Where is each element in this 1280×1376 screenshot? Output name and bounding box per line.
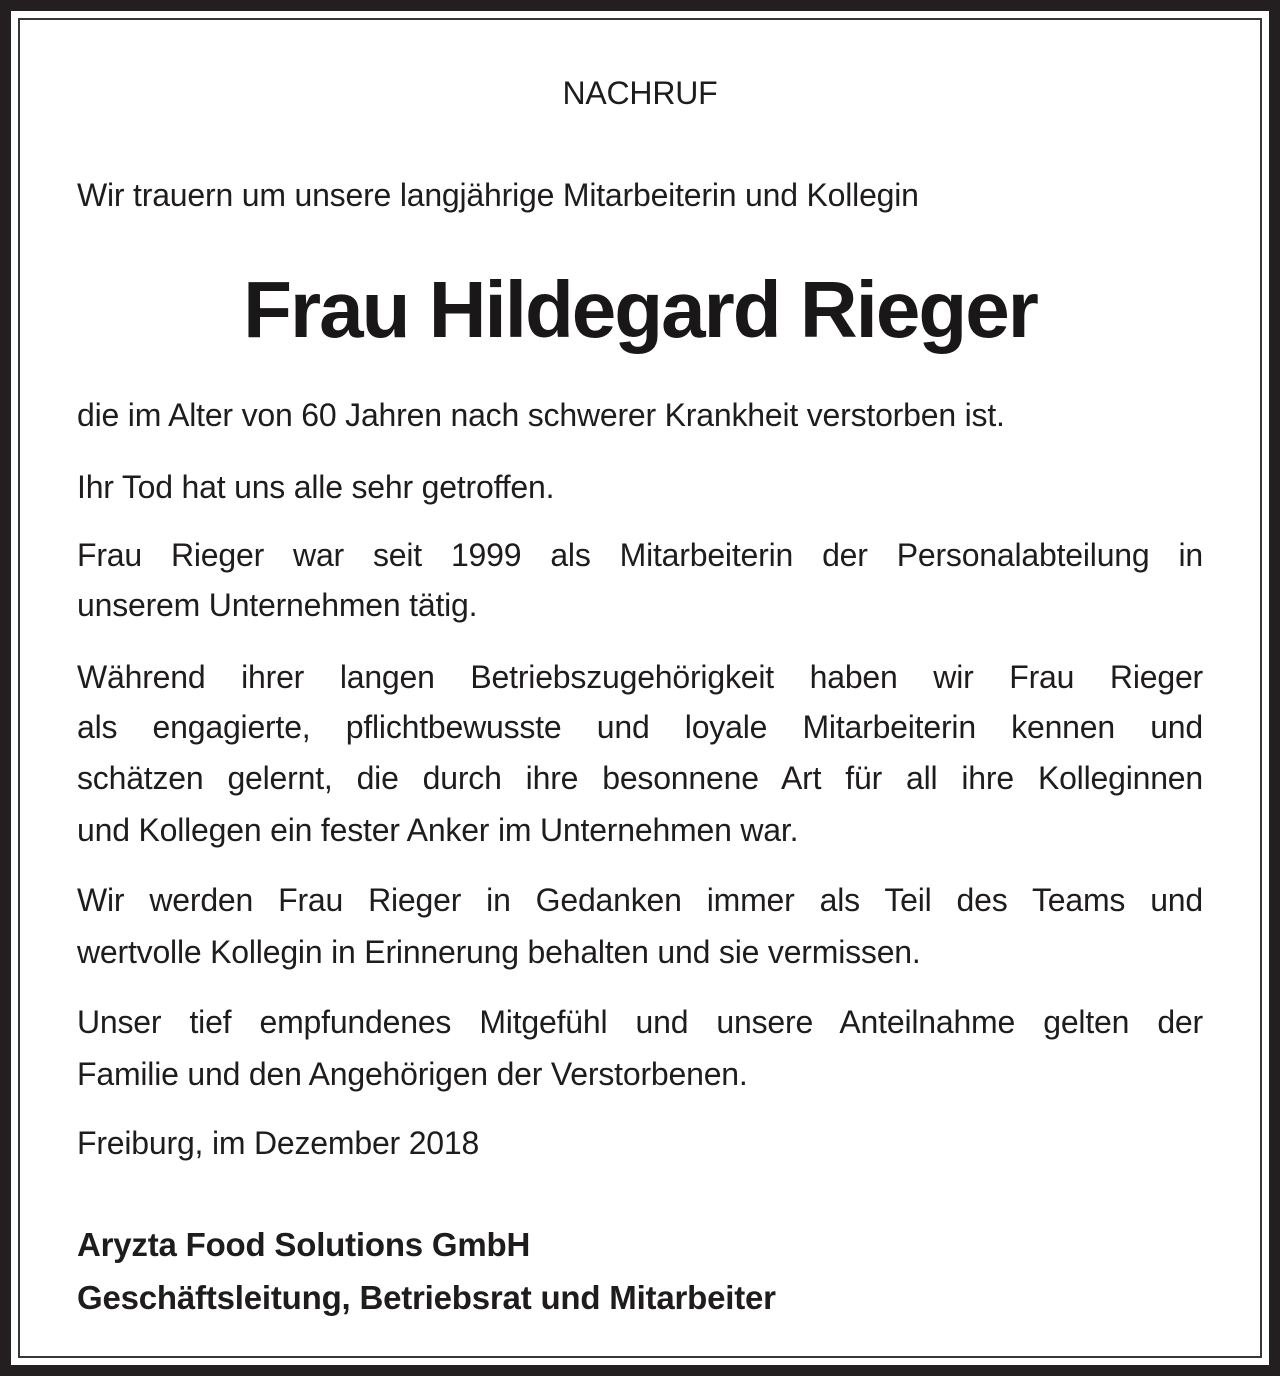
- paragraph-line: die im Alter von 60 Jahren nach schwerer Krankheit verstorben ist.: [77, 397, 1005, 433]
- paragraph-line: wertvolle Kollegin in Erinnerung behalten und sie vermissen.: [77, 934, 921, 970]
- paragraph-line: Während ihrer langen Betriebszugehörigkeit haben wir Frau Rieger: [77, 659, 1203, 695]
- paragraph-line: unserem Unternehmen tätig.: [77, 587, 478, 623]
- paragraph-line: als engagierte, pflichtbewusste und loyale Mitarbeiterin kennen und: [77, 709, 1203, 745]
- paragraph-line: Unser tief empfundenes Mitgefühl und unsere Anteilnahme gelten der: [77, 1004, 1203, 1040]
- intro-text: Wir trauern um unsere langjährige Mitarbeiterin und Kollegin: [77, 177, 919, 213]
- heading: NACHRUF: [562, 75, 718, 111]
- paragraph-line: schätzen gelernt, die durch ihre besonnene Art für all ihre Kolleginnen: [77, 760, 1203, 796]
- paragraph-line: Wir werden Frau Rieger in Gedanken immer als Teil des Teams und: [77, 882, 1203, 918]
- signature-company: Aryzta Food Solutions GmbH: [77, 1226, 531, 1263]
- paragraph-line: Frau Rieger war seit 1999 als Mitarbeiterin der Personalabteilung in: [77, 537, 1203, 573]
- place-date: Freiburg, im Dezember 2018: [77, 1125, 480, 1161]
- signature-departments: Geschäftsleitung, Betriebsrat und Mitarbeiter: [77, 1279, 776, 1316]
- paragraph-line: und Kollegen ein fester Anker im Unternehmen war.: [77, 812, 799, 848]
- deceased-name: Frau Hildegard Rieger: [243, 265, 1037, 354]
- paragraph-line: Ihr Tod hat uns alle sehr getroffen.: [77, 469, 555, 505]
- paragraph-line: Familie und den Angehörigen der Verstorbenen.: [77, 1056, 748, 1092]
